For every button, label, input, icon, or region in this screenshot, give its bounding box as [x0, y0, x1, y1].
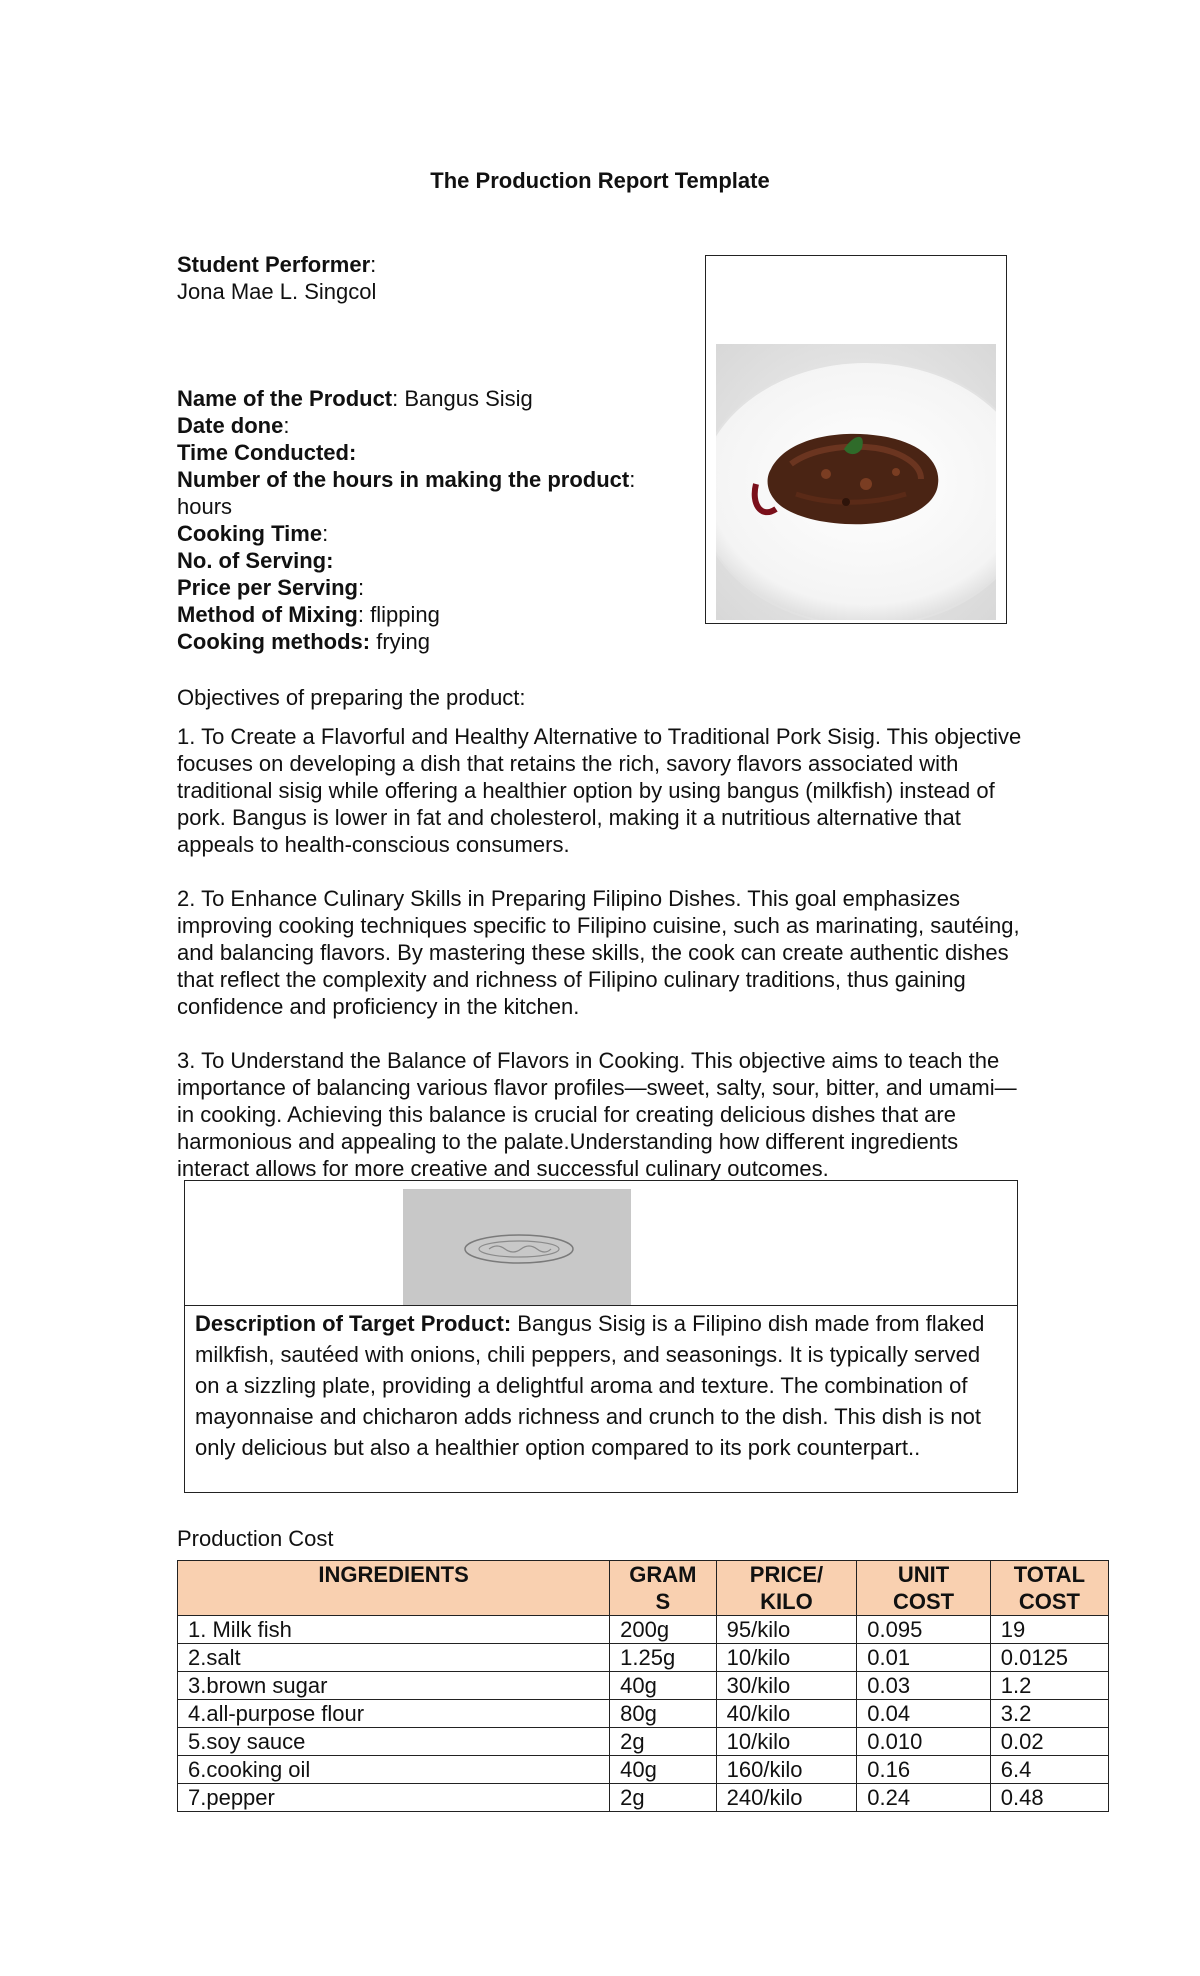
hours-unit: hours [177, 494, 233, 519]
target-product-divider [185, 1305, 1017, 1306]
hours-value: : [629, 467, 636, 492]
header-total-cost: TOTAL COST [990, 1561, 1108, 1616]
student-performer-name: Jona Mae L. Singcol [177, 279, 377, 304]
header-price-per-kilo: PRICE/ KILO [716, 1561, 857, 1616]
target-product-text: Bangus Sisig is a Filipino dish made from flaked milkfish, sautéed with onions, chili peppers, and seasonings. It is typically served on a sizzling plate, providing a delightful aroma and texture. The combination of mayonnaise and chicharon adds richness and crunch to the dish. This dish is not only delicious but also a healthier option compared to its pork counterpart.. [195, 1311, 985, 1460]
total-cost-cell: 3.2 [990, 1700, 1108, 1728]
mixing-line [177, 601, 440, 628]
target-product-description [195, 1308, 1010, 1463]
unit-cost-cell: 0.16 [857, 1756, 990, 1784]
table-row [178, 1784, 1109, 1812]
product-photo [716, 344, 996, 620]
ingredient-cell: 4.all-purpose flour [178, 1700, 610, 1728]
date-done-label: Date done [177, 413, 284, 438]
header-ingredients: INGREDIENTS [178, 1561, 610, 1616]
price-cell: 10/kilo [716, 1644, 857, 1672]
servings-line [177, 547, 333, 574]
table-row [178, 1728, 1109, 1756]
header-unit-cost: UNIT COST [857, 1561, 990, 1616]
target-product-sketch [403, 1189, 631, 1306]
price-label: Price per Serving [177, 575, 358, 600]
objectives-heading: Objectives of preparing the product: [177, 685, 526, 710]
ingredient-cell: 6.cooking oil [178, 1756, 610, 1784]
cooking-methods-label: Cooking methods: [177, 629, 371, 654]
date-done-line [177, 412, 289, 439]
objective-3: 3. To Understand the Balance of Flavors in Cooking. This objective aims to teach the importance of balancing various flavor profiles—sweet, salty, sour, bitter, and umami—in cooking. Achieving this balance is crucial for creating delicious dishes that are harmonious and appealing to the palate.Understanding how different ingredients interact allows for more creative and successful culinary outcomes. [177, 1048, 1017, 1181]
ingredient-cell: 7.pepper [178, 1784, 610, 1812]
document-title: The Production Report Template [430, 168, 770, 193]
objective-1: 1. To Create a Flavorful and Healthy Alternative to Traditional Pork Sisig. This objective focuses on developing a dish that retains the rich, savory flavors associated with traditional sisig while offering a healthier option by using bangus (milkfish) instead of pork. Bangus is lower in fat and cholesterol, making it a nutritious alternative that appeals to health-conscious consumers. [177, 724, 1022, 857]
hours-line [177, 466, 635, 493]
table-row [178, 1616, 1109, 1644]
header-grams: GRAM S [610, 1561, 716, 1616]
unit-cost-cell: 0.03 [857, 1672, 990, 1700]
grams-cell: 2g [610, 1784, 716, 1812]
sketch-drawing [403, 1189, 631, 1306]
student-performer-label: Student Performer [177, 252, 371, 277]
date-done-value: : [283, 413, 290, 438]
ingredient-cell: 2.salt [178, 1644, 610, 1672]
unit-cost-cell: 0.010 [857, 1728, 990, 1756]
student-performer-line: Student Performer: [177, 252, 377, 277]
mixing-value: : flipping [357, 602, 440, 627]
time-conducted-line [177, 439, 356, 466]
objective-2: 2. To Enhance Culinary Skills in Preparing Filipino Dishes. This goal emphasizes improving cooking techniques specific to Filipino cuisine, such as marinating, sautéing, and balancing flavors. By mastering these skills, the cook can create authentic dishes that reflect the complexity and richness of Filipino culinary traditions, thus gaining confidence and proficiency in the kitchen. [177, 886, 1020, 1019]
total-cost-cell: 1.2 [990, 1672, 1108, 1700]
grams-cell: 80g [610, 1700, 716, 1728]
cost-table-header-row [178, 1561, 1109, 1616]
grams-cell: 200g [610, 1616, 716, 1644]
price-cell: 95/kilo [716, 1616, 857, 1644]
product-photo-frame [705, 255, 1007, 624]
production-cost-heading: Production Cost [177, 1526, 334, 1551]
unit-cost-cell: 0.095 [857, 1616, 990, 1644]
time-conducted-label: Time Conducted: [177, 440, 357, 465]
unit-cost-cell: 0.01 [857, 1644, 990, 1672]
price-line [177, 574, 364, 601]
production-cost-table [177, 1560, 1109, 1812]
servings-label: No. of Serving: [177, 548, 334, 573]
price-value: : [357, 575, 365, 600]
ingredient-cell: 5.soy sauce [178, 1728, 610, 1756]
table-row [178, 1700, 1109, 1728]
hours-label: Number of the hours in making the product [177, 467, 630, 492]
unit-cost-cell: 0.24 [857, 1784, 990, 1812]
grams-cell: 40g [610, 1756, 716, 1784]
total-cost-cell: 0.48 [990, 1784, 1108, 1812]
price-cell: 160/kilo [716, 1756, 857, 1784]
cooking-methods-value: frying [370, 629, 431, 654]
mixing-label: Method of Mixing [177, 602, 358, 627]
unit-cost-cell: 0.04 [857, 1700, 990, 1728]
table-row [178, 1672, 1109, 1700]
ingredient-cell: 1. Milk fish [178, 1616, 610, 1644]
cooking-time-line [177, 520, 328, 547]
ingredient-cell: 3.brown sugar [178, 1672, 610, 1700]
total-cost-cell: 19 [990, 1616, 1108, 1644]
table-row [178, 1756, 1109, 1784]
product-name-value: : Bangus Sisig [392, 386, 533, 411]
grams-cell: 2g [610, 1728, 716, 1756]
total-cost-cell: 0.02 [990, 1728, 1108, 1756]
price-cell: 10/kilo [716, 1728, 857, 1756]
total-cost-cell: 0.0125 [990, 1644, 1108, 1672]
product-name-line [177, 385, 533, 412]
price-cell: 240/kilo [716, 1784, 857, 1812]
cooking-time-label: Cooking Time [177, 521, 323, 546]
target-product-box [184, 1180, 1018, 1493]
price-cell: 30/kilo [716, 1672, 857, 1700]
bangus-sisig-photo-drawing [716, 344, 996, 620]
cooking-time-value: : [322, 521, 329, 546]
grams-cell: 40g [610, 1672, 716, 1700]
grams-cell: 1.25g [610, 1644, 716, 1672]
table-row [178, 1644, 1109, 1672]
target-product-label: Description of Target Product: [195, 1311, 512, 1336]
cooking-methods-line [177, 628, 430, 655]
product-name-label: Name of the Product [177, 386, 393, 411]
price-cell: 40/kilo [716, 1700, 857, 1728]
total-cost-cell: 6.4 [990, 1756, 1108, 1784]
